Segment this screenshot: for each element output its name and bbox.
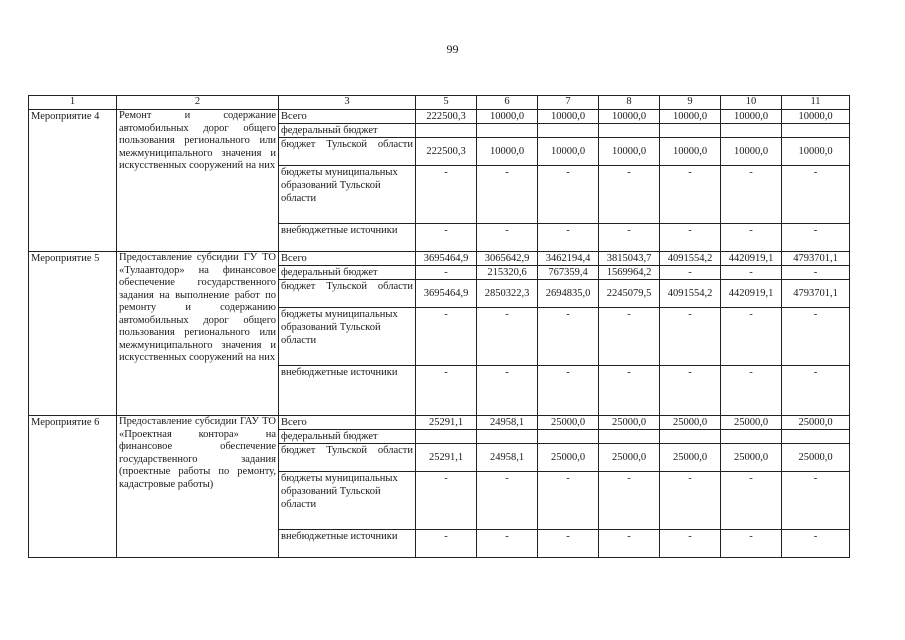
value-cell: 10000,0 xyxy=(721,110,782,124)
value-cell: - xyxy=(660,166,721,224)
budget-table xyxy=(28,95,850,558)
value-cell: 10000,0 xyxy=(782,138,850,166)
value-cell: - xyxy=(599,366,660,416)
value-cell: 25291,1 xyxy=(416,416,477,430)
event-description: Предоставление субсидии ГУ ТО «Тулаавтодор» на финансовое обеспечение государственного задания на выполнение работ по ремонту и содержанию автомобильных дорог общего пользования регионального или межмуниципального значения и искусственных сооружений на них xyxy=(117,252,279,416)
value-cell xyxy=(416,124,477,138)
value-cell xyxy=(599,124,660,138)
value-cell: 3695464,9 xyxy=(416,280,477,308)
value-cell: - xyxy=(416,308,477,366)
value-cell: - xyxy=(721,266,782,280)
header-cell: 10 xyxy=(721,96,782,110)
value-cell: - xyxy=(416,166,477,224)
value-cell: 4420919,1 xyxy=(721,252,782,266)
value-cell: - xyxy=(660,530,721,558)
value-cell: 25000,0 xyxy=(782,416,850,430)
funding-source: внебюджетные источники xyxy=(279,224,416,252)
funding-source: Всего xyxy=(279,416,416,430)
header-cell: 2 xyxy=(117,96,279,110)
value-cell: - xyxy=(660,308,721,366)
table-row xyxy=(29,110,850,124)
table-row xyxy=(29,252,850,266)
value-cell: 3065642,9 xyxy=(477,252,538,266)
value-cell xyxy=(782,430,850,444)
value-cell: - xyxy=(782,166,850,224)
value-cell: 215320,6 xyxy=(477,266,538,280)
header-cell: 9 xyxy=(660,96,721,110)
header-cell: 6 xyxy=(477,96,538,110)
value-cell: - xyxy=(538,530,599,558)
value-cell: 10000,0 xyxy=(538,138,599,166)
value-cell: - xyxy=(782,366,850,416)
value-cell xyxy=(538,124,599,138)
value-cell: - xyxy=(477,224,538,252)
funding-source: Всего xyxy=(279,110,416,124)
table-row xyxy=(29,416,850,430)
value-cell: 4091554,2 xyxy=(660,280,721,308)
value-cell: 10000,0 xyxy=(477,138,538,166)
value-cell xyxy=(782,124,850,138)
value-cell: 25000,0 xyxy=(660,444,721,472)
value-cell: 25000,0 xyxy=(782,444,850,472)
value-cell: - xyxy=(477,366,538,416)
value-cell xyxy=(477,430,538,444)
value-cell: - xyxy=(477,472,538,530)
event-description: Ремонт и содержание автомобильных дорог общего пользования регионального или межмуниципального значения и искусственных сооружений на них xyxy=(117,110,279,252)
value-cell: 25000,0 xyxy=(721,444,782,472)
value-cell: - xyxy=(538,166,599,224)
funding-source: внебюджетные источники xyxy=(279,366,416,416)
value-cell: - xyxy=(782,308,850,366)
funding-source: бюджет Тульской области xyxy=(279,280,416,308)
event-name: Мероприятие 5 xyxy=(29,252,117,416)
value-cell: 10000,0 xyxy=(721,138,782,166)
funding-source: федеральный бюджет xyxy=(279,124,416,138)
value-cell: 25000,0 xyxy=(538,444,599,472)
value-cell: 3815043,7 xyxy=(599,252,660,266)
value-cell: 767359,4 xyxy=(538,266,599,280)
value-cell: 3462194,4 xyxy=(538,252,599,266)
value-cell: - xyxy=(599,166,660,224)
header-cell: 3 xyxy=(279,96,416,110)
value-cell: 10000,0 xyxy=(538,110,599,124)
funding-source: бюджеты муниципальных образований Тульской области xyxy=(279,166,416,224)
value-cell: - xyxy=(599,472,660,530)
value-cell: - xyxy=(721,366,782,416)
value-cell xyxy=(721,124,782,138)
value-cell: - xyxy=(660,366,721,416)
event-description: Предоставление субсидии ГАУ ТО «Проектная контора» на финансовое обеспечение государственного задания (проектные работы по ремонту, кадастровые работы) xyxy=(117,416,279,558)
funding-source: бюджет Тульской области xyxy=(279,444,416,472)
value-cell: - xyxy=(721,224,782,252)
value-cell xyxy=(416,430,477,444)
value-cell xyxy=(599,430,660,444)
funding-source: федеральный бюджет xyxy=(279,266,416,280)
event-name: Мероприятие 6 xyxy=(29,416,117,558)
value-cell xyxy=(660,124,721,138)
value-cell: 25000,0 xyxy=(721,416,782,430)
value-cell: 25291,1 xyxy=(416,444,477,472)
value-cell: - xyxy=(416,366,477,416)
value-cell: - xyxy=(660,472,721,530)
value-cell xyxy=(660,430,721,444)
value-cell: - xyxy=(660,224,721,252)
header-row xyxy=(29,96,850,110)
value-cell: 10000,0 xyxy=(660,110,721,124)
table-body xyxy=(29,110,850,558)
value-cell: 24958,1 xyxy=(477,444,538,472)
value-cell: - xyxy=(538,308,599,366)
value-cell: 4420919,1 xyxy=(721,280,782,308)
funding-source: бюджет Тульской области xyxy=(279,138,416,166)
value-cell: - xyxy=(599,530,660,558)
value-cell xyxy=(538,430,599,444)
event-name: Мероприятие 4 xyxy=(29,110,117,252)
value-cell: - xyxy=(538,224,599,252)
value-cell: 25000,0 xyxy=(599,416,660,430)
value-cell: - xyxy=(477,530,538,558)
header-cell: 11 xyxy=(782,96,850,110)
value-cell: - xyxy=(477,308,538,366)
value-cell: - xyxy=(538,366,599,416)
funding-source: бюджеты муниципальных образований Тульской области xyxy=(279,472,416,530)
value-cell: - xyxy=(721,530,782,558)
value-cell: - xyxy=(721,308,782,366)
value-cell: - xyxy=(599,308,660,366)
header-cell: 1 xyxy=(29,96,117,110)
value-cell: - xyxy=(721,166,782,224)
value-cell: - xyxy=(538,472,599,530)
value-cell: - xyxy=(782,224,850,252)
value-cell: 4793701,1 xyxy=(782,252,850,266)
header-cell: 7 xyxy=(538,96,599,110)
value-cell: 24958,1 xyxy=(477,416,538,430)
value-cell: 10000,0 xyxy=(477,110,538,124)
value-cell: - xyxy=(477,166,538,224)
header-cell: 5 xyxy=(416,96,477,110)
value-cell: 10000,0 xyxy=(782,110,850,124)
value-cell: 25000,0 xyxy=(538,416,599,430)
value-cell: 1569964,2 xyxy=(599,266,660,280)
value-cell: - xyxy=(782,472,850,530)
value-cell: - xyxy=(660,266,721,280)
value-cell: 10000,0 xyxy=(660,138,721,166)
value-cell: 25000,0 xyxy=(660,416,721,430)
value-cell: 3695464,9 xyxy=(416,252,477,266)
value-cell: - xyxy=(782,266,850,280)
funding-source: федеральный бюджет xyxy=(279,430,416,444)
value-cell: - xyxy=(782,530,850,558)
value-cell: - xyxy=(416,530,477,558)
value-cell: 222500,3 xyxy=(416,138,477,166)
value-cell: 10000,0 xyxy=(599,138,660,166)
funding-source: бюджеты муниципальных образований Тульской области xyxy=(279,308,416,366)
value-cell: 2245079,5 xyxy=(599,280,660,308)
page-number: 99 xyxy=(446,42,459,56)
value-cell: - xyxy=(416,266,477,280)
value-cell xyxy=(721,430,782,444)
funding-source: Всего xyxy=(279,252,416,266)
header-cell: 8 xyxy=(599,96,660,110)
funding-source: внебюджетные источники xyxy=(279,530,416,558)
value-cell: - xyxy=(599,224,660,252)
value-cell: 2694835,0 xyxy=(538,280,599,308)
value-cell: 2850322,3 xyxy=(477,280,538,308)
value-cell: - xyxy=(416,224,477,252)
value-cell: - xyxy=(721,472,782,530)
value-cell: 222500,3 xyxy=(416,110,477,124)
value-cell xyxy=(477,124,538,138)
table-header xyxy=(29,96,850,110)
value-cell: 25000,0 xyxy=(599,444,660,472)
value-cell: 10000,0 xyxy=(599,110,660,124)
value-cell: - xyxy=(416,472,477,530)
value-cell: 4793701,1 xyxy=(782,280,850,308)
value-cell: 4091554,2 xyxy=(660,252,721,266)
